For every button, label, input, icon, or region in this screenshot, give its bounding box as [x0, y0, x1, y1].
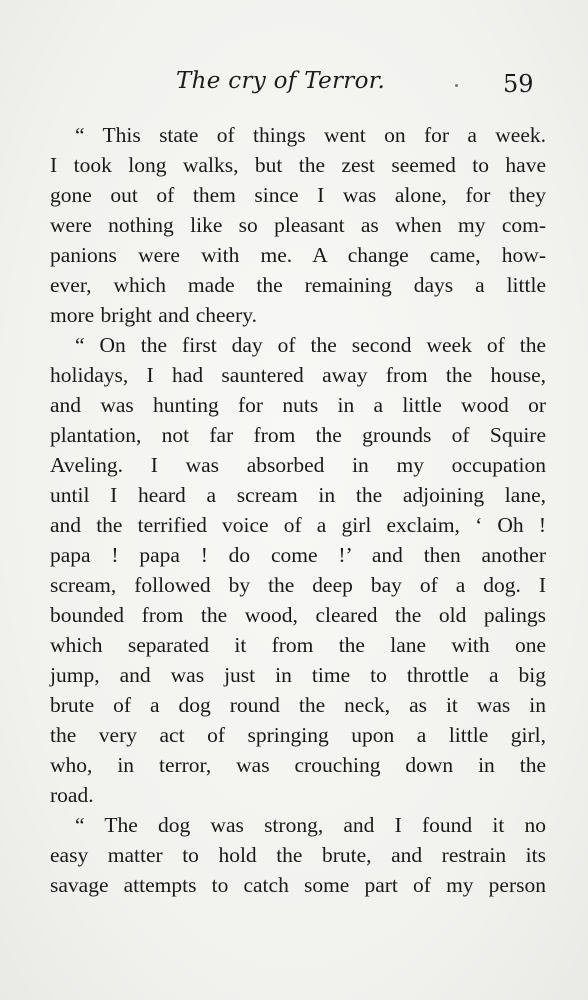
text-line: were nothing like so pleasant as when my com-	[50, 213, 546, 237]
text-line: savage attempts to catch some part of my person	[50, 873, 546, 897]
text-line: “ On the first day of the second week of the	[75, 333, 546, 357]
running-title: The cry of Terror.	[176, 68, 386, 94]
paragraph-1	[50, 120, 546, 330]
text-line: plantation, not far from the grounds of Squire	[50, 423, 546, 447]
text-line: “ This state of things went on for a week.	[75, 123, 546, 147]
text-line: “ The dog was strong, and I found it no	[75, 813, 546, 837]
text-line: and the terrified voice of a girl exclaim, ‘ Oh !	[50, 513, 546, 537]
paragraph-3	[50, 810, 546, 900]
text-line: the very act of springing upon a little girl,	[50, 723, 546, 747]
running-header	[0, 66, 588, 106]
text-line: and was hunting for nuts in a little wood or	[50, 393, 546, 417]
text-line: panions were with me. A change came, how-	[50, 243, 546, 267]
paragraph-2	[50, 330, 546, 810]
page-number: 59	[503, 70, 534, 98]
text-line: brute of a dog round the neck, as it was in	[50, 693, 546, 717]
printer-dot-mark	[455, 84, 458, 87]
text-line: until I heard a scream in the adjoining lane,	[50, 483, 546, 507]
text-line: jump, and was just in time to throttle a big	[50, 663, 546, 687]
text-line: who, in terror, was crouching down in the	[50, 753, 546, 777]
text-line: more bright and cheery.	[50, 303, 257, 327]
text-line: road.	[50, 783, 94, 807]
text-line: which separated it from the lane with one	[50, 633, 546, 657]
text-line: bounded from the wood, cleared the old palings	[50, 603, 546, 627]
text-line: easy matter to hold the brute, and restrain its	[50, 843, 546, 867]
text-line: papa ! papa ! do come !’ and then another	[50, 543, 546, 567]
text-line: ever, which made the remaining days a little	[50, 273, 546, 297]
text-line: I took long walks, but the zest seemed to have	[50, 153, 546, 177]
text-line: gone out of them since I was alone, for they	[50, 183, 546, 207]
text-line: holidays, I had sauntered away from the house,	[50, 363, 546, 387]
text-line: scream, followed by the deep bay of a dog. I	[50, 573, 546, 597]
body-text	[50, 120, 546, 900]
text-line: Aveling. I was absorbed in my occupation	[50, 453, 546, 477]
